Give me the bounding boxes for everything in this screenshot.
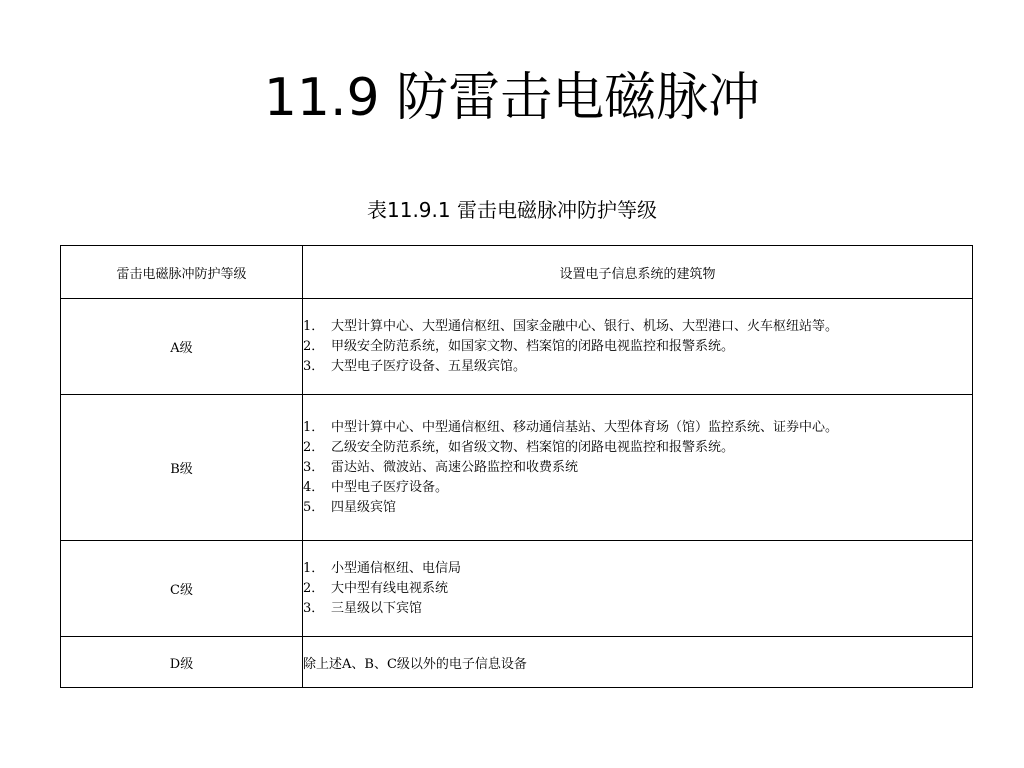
table-header-row — [61, 246, 973, 299]
item-text: 大中型有线电视系统 — [331, 580, 449, 596]
list-item — [303, 458, 972, 478]
list-item — [303, 438, 972, 458]
protection-level-table — [60, 245, 973, 688]
item-number: 1． — [303, 560, 325, 576]
item-number: 5． — [303, 499, 325, 515]
item-text: 小型通信枢纽、电信局 — [331, 560, 462, 576]
item-text: 中型计算中心、中型通信枢纽、移动通信基站、大型体育场（馆）监控系统、证券中心。 — [331, 419, 839, 435]
list-item — [303, 478, 972, 498]
list-item — [303, 599, 972, 619]
list-item — [303, 337, 972, 357]
item-text: 四星级宾馆 — [331, 499, 397, 515]
item-text: 乙级安全防范系统，如省级文物、档案馆的闭路电视监控和报警系统。 — [331, 439, 735, 455]
description-cell — [303, 541, 973, 637]
list-item — [303, 579, 972, 599]
item-text: 中型电子医疗设备。 — [331, 479, 449, 495]
header-buildings: 设置电子信息系统的建筑物 — [303, 246, 973, 299]
description-cell — [303, 299, 973, 395]
table-row-level-c — [61, 541, 973, 637]
item-text: 雷达站、微波站、高速公路监控和收费系统 — [331, 459, 579, 475]
slide-title: 11.9 防雷击电磁脉冲 — [263, 68, 761, 128]
list-item — [303, 498, 972, 518]
item-number: 3． — [303, 358, 325, 374]
item-number: 1． — [303, 419, 325, 435]
building-list — [303, 559, 972, 619]
item-number: 4． — [303, 479, 325, 495]
item-number: 2． — [303, 580, 325, 596]
list-item — [303, 559, 972, 579]
table-caption: 表11.9.1 雷击电磁脉冲防护等级 — [367, 198, 657, 222]
item-number: 1． — [303, 318, 325, 334]
building-list — [303, 418, 972, 518]
item-number: 3． — [303, 600, 325, 616]
table-row-level-a — [61, 299, 973, 395]
list-item — [303, 418, 972, 438]
building-list — [303, 317, 972, 377]
item-text: 三星级以下宾馆 — [331, 600, 423, 616]
item-text: 大型电子医疗设备、五星级宾馆。 — [331, 358, 527, 374]
list-item — [303, 317, 972, 337]
level-cell: A级 — [61, 299, 303, 395]
item-number: 2． — [303, 439, 325, 455]
header-protection-level: 雷击电磁脉冲防护等级 — [61, 246, 303, 299]
item-text: 大型计算中心、大型通信枢纽、国家金融中心、银行、机场、大型港口、火车枢纽站等。 — [331, 318, 839, 334]
item-text: 甲级安全防范系统，如国家文物、档案馆的闭路电视监控和报警系统。 — [331, 338, 735, 354]
list-item — [303, 357, 972, 377]
level-cell: C级 — [61, 541, 303, 637]
table-row-level-d — [61, 637, 973, 688]
item-number: 3． — [303, 459, 325, 475]
level-cell: B级 — [61, 395, 303, 541]
table-row-level-b — [61, 395, 973, 541]
level-cell: D级 — [61, 637, 303, 688]
description-cell: 除上述A、B、C级以外的电子信息设备 — [303, 637, 973, 688]
item-number: 2． — [303, 338, 325, 354]
description-cell — [303, 395, 973, 541]
